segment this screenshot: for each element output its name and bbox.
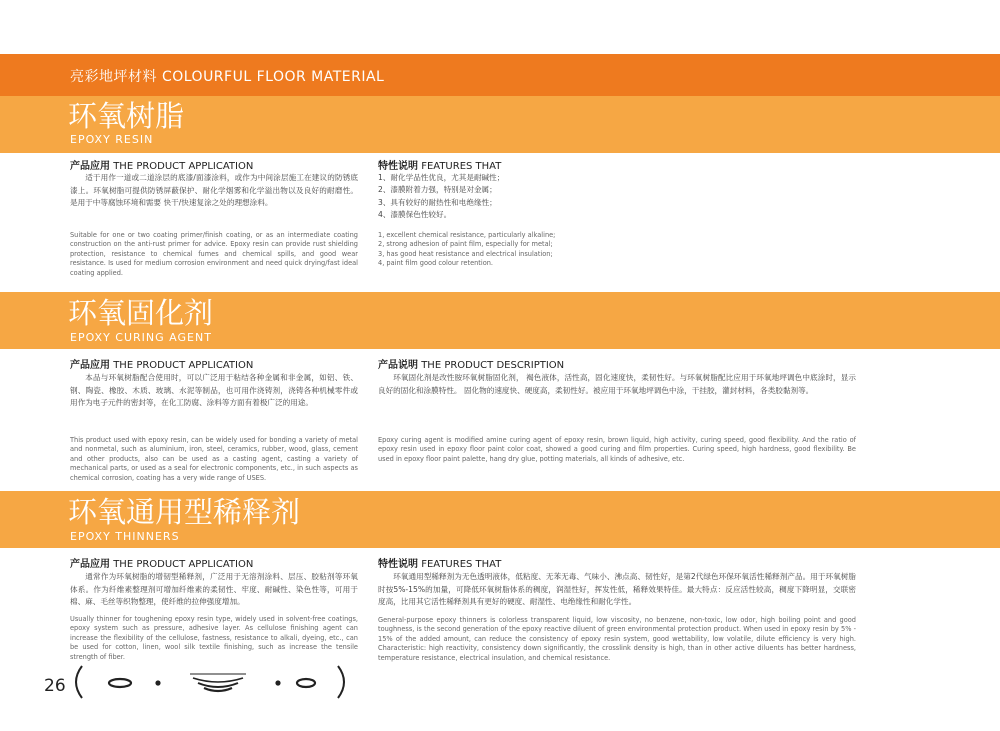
list-item: 4, paint film good colour retention. [378,259,494,268]
oval-icon [297,679,315,687]
list-item: 4、漆膜保色性较好。 [378,210,452,220]
brand-title: 亮彩地坪材料 COLOURFUL FLOOR MATERIAL [70,69,385,85]
section-title-en: EPOXY THINNERS [70,530,180,543]
heading-cn: 产品应用 [70,161,110,172]
en-paragraph: Suitable for one or two coating primer/finish coating, or as an intermediate coating construction on the anti-rust primer for advice. Epoxy resin can provide rust shielding protection, resistance to chemical fumes and chemical spills, and good wear resistance. Is used for medium corrosion environment and need quick drying/fast ideal coating applied. [70,231,358,277]
heading-en: THE PRODUCT APPLICATION [113,161,254,172]
en-paragraph: Usually thinner for toughening epoxy resin type, widely used in solvent-free coatings, epoxy system such as pressure, adhesive layer. As cellulose finishing agent can increase the flexibility of the cellulose, fastness, resistance to alkali, dyeing, etc., can be used for cotton, linen, wool silk textile finishing, such as increase the tensile strength of fiber. [70,615,358,661]
dot-icon [155,680,160,685]
right-heading [378,356,564,371]
center-ornament-icon [190,674,246,691]
section-title-en: EPOXY CURING AGENT [70,331,212,344]
feature-list-en [378,231,555,269]
list-item: 1、耐化学品性优良，尤其是耐碱性； [378,173,505,182]
left-heading [70,356,253,371]
en-paragraph: This product used with epoxy resin, can be widely used for bonding a variety of metal and nonmetal, such as aluminium, iron, steel, ceramics, rubber, wood, glass, cement and other products, also can be used as a casting agent, casting a variety of mechanical parts, or used as a seal for electronic components, etc., in such aspects as chemical corrosion, coating has a very wide range of USES. [70,436,358,482]
oval-icon [109,679,131,687]
heading-cn: 产品说明 [378,360,418,371]
heading-en: FEATURES THAT [421,161,502,172]
section-title-cn: 环氧通用型稀释剂 [68,495,301,529]
en-paragraph: General-purpose epoxy thinners is colorless transparent liquid, low viscosity, no benzene, non-toxic, low odor, high boiling point and good toughness, is the second generation of the epoxy reactive diluent of green environmental protection product. When used in epoxy resin by 5% - 15% of the added amount, can reduce the consistency of epoxy resin system, good wettability, low volatile, dilute efficiency is very high. Characteristic: high reactivity, consistency down significantly, the crosslink density is high, than in other active diluents has better hardness, temperature resistance, electrical insulation, and chemical resistance. [378,616,856,662]
cn-paragraph: 适于用作一道或二道涂层的底漆/面漆涂料，或作为中间涂层施工在建议的防锈底漆上。环氧树脂可提供防锈屏蔽保护、耐化学烟雾和化学溢出物以及良好的耐磨性。是用于中等腐蚀环境和需要 快干/快速复涂之处的理想涂料。 [70,173,358,207]
cn-paragraph: 本品与环氧树脂配合使用时，可以广泛用于粘结各种金属和非金属，如铝、铁、钢、陶瓷、橡胶、木质、玻璃、水泥等制品，也可用作浇铸剂，浇铸各种机械零件或用作为电子元件的密封等，在化工防腐、涂料等方面有着极广泛的用途。 [70,373,358,407]
list-item: 2, strong adhesion of paint film, especially for metal; [378,240,553,249]
cn-paragraph: 通常作为环氧树脂的增韧型稀释剂，广泛用于无溶剂涂料、层压、胶粘剂等环氧体系。作为纤维素整理剂可增加纤维素的柔韧性、牢度、耐碱性、染色性等，可用于棉、麻、毛丝等织物整理，使纤维的拉伸强度增加。 [70,572,358,606]
heading-en: THE PRODUCT APPLICATION [113,360,254,371]
heading-cn: 产品应用 [70,360,110,371]
list-item: 3, has good heat resistance and electrical insulation; [378,249,553,258]
section-title-en: EPOXY RESIN [70,133,154,146]
left-heading [70,555,253,570]
dot-icon [275,680,280,685]
cn-paragraph: 环氧固化剂是改性胺环氧树脂固化剂， 褐色液体，活性高，固化速度快，柔韧性好。与环氧树脂配比应用于环氧地坪调色中底涂时，显示良好的固化和涂膜特性。 固化物的速度快、硬度高，柔韧性好。被应用于环氧地坪调色中涂，干挂胶，灌封材料，各类胶黏剂等。 [378,373,856,395]
cn-paragraph: 环氧通用型稀释剂为无色透明液体，低粘度、无苯无毒、气味小、沸点高、韧性好，是第2代绿色环保环氧活性稀释剂产品。用于环氧树脂时按5%-15%的加量，可降低环氧树脂体系的稠度，润湿性好，挥发性低，稀释效果特佳。最大特点：反应活性较高，稠度下降明显，交联密度高，比用其它活性稀释剂具有更好的硬度、耐湿性、电绝缘性和耐化学性。 [378,572,856,606]
heading-en: THE PRODUCT DESCRIPTION [421,360,565,371]
en-paragraph: Epoxy curing agent is modified amine curing agent of epoxy resin, brown liquid, high activity, curing speed, good flexibility. And the ratio of epoxy resin used in epoxy floor paint color coat, showed a good curing and film properties. Curing speed, high hardness, good flexibility. Be used in epoxy floor paint palette, hang dry glue, potting materials, all kinds of adhesive, etc. [378,436,856,463]
decorative-ornament [70,662,360,702]
left-bracket-icon [76,666,82,698]
list-item: 3、具有较好的耐热性和电绝缘性； [378,197,497,207]
section-title-cn: 环氧树脂 [68,99,185,133]
right-bracket-icon [338,666,344,698]
right-heading [378,157,501,172]
list-item: 2、漆膜附着力强，特别是对金属； [378,185,497,195]
feature-list-cn [378,172,504,222]
heading-cn: 特性说明 [378,161,418,172]
section-title-cn: 环氧固化剂 [68,296,214,330]
list-item: 1, excellent chemical resistance, particularly alkaline; [378,231,556,239]
right-heading [378,555,501,570]
heading-en: FEATURES THAT [421,559,502,570]
left-heading [70,157,253,172]
heading-en: THE PRODUCT APPLICATION [113,559,254,570]
heading-cn: 特性说明 [378,559,418,570]
heading-cn: 产品应用 [70,559,110,570]
page-number: 26 [44,676,66,696]
